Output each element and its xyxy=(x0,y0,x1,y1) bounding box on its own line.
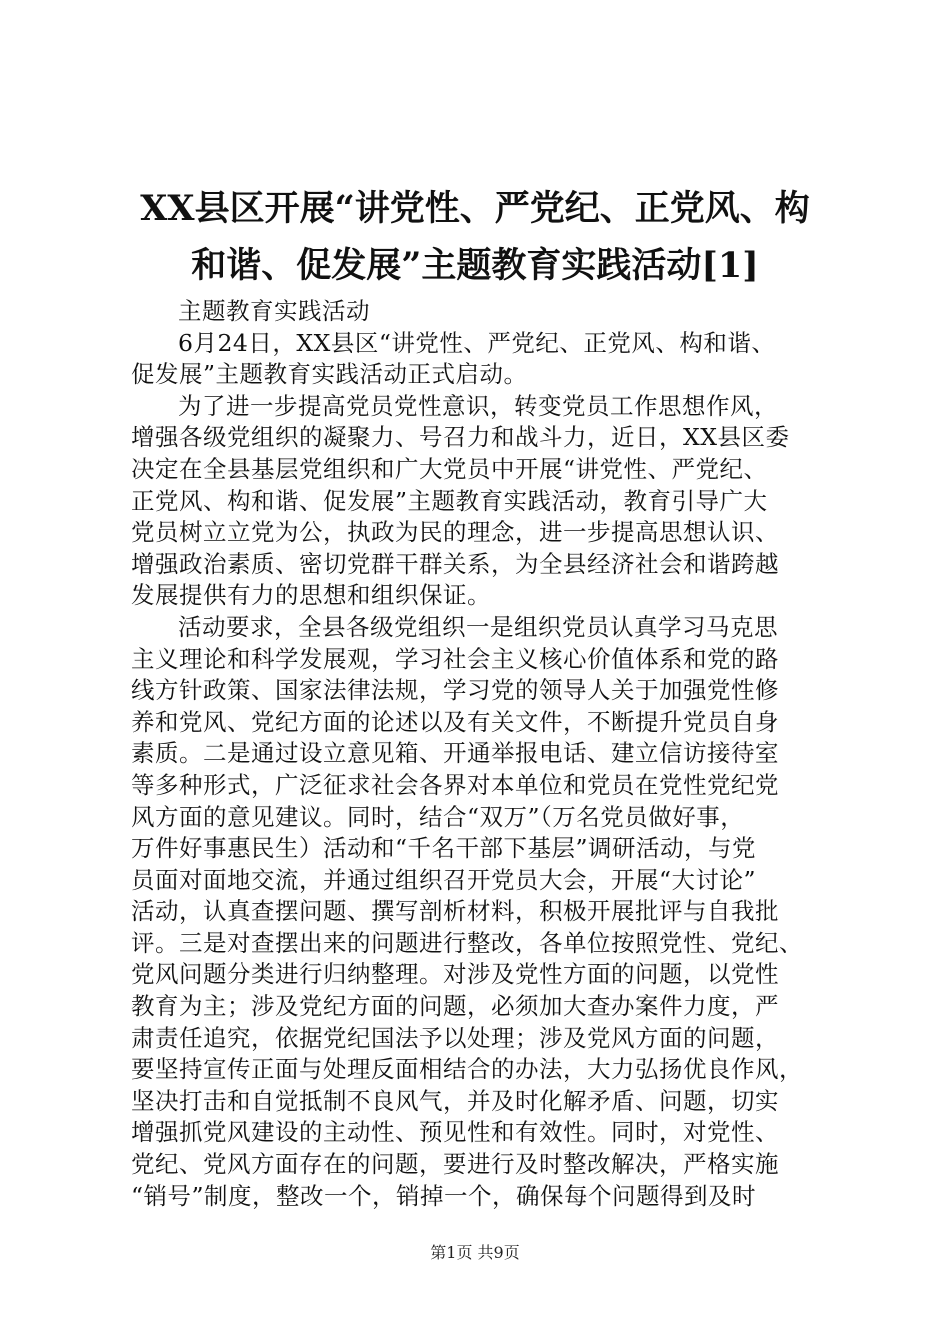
body-line: 等多种形式，广泛征求社会各界对本单位和党员在党性党纪党 xyxy=(131,770,779,799)
body-line: 正党风、构和谐、促发展”主题教育实践活动，教育引导广大 xyxy=(131,486,768,515)
body-line: 为了进一步提高党员党性意识，转变党员工作思想作风， xyxy=(178,391,778,420)
body-line: 教育为主；涉及党纪方面的问题，必须加大查办案件力度，严 xyxy=(131,992,779,1021)
body-line: 要坚持宣传正面与处理反面相结合的办法，大力弘扬优良作风， xyxy=(131,1055,803,1084)
body-line: 决定在全县基层党组织和广大党员中开展“讲党性、严党纪、 xyxy=(131,454,768,483)
body-line: 员面对面地交流，并通过组织召开党员大会，开展“大讨论” xyxy=(131,865,757,894)
body-line: “销号”制度，整改一个，销掉一个，确保每个问题得到及时 xyxy=(131,1181,757,1210)
body-line: 增强政治素质、密切党群干群关系，为全县经济社会和谐跨越 xyxy=(131,549,779,578)
body-line: 党风问题分类进行归纳整理。对涉及党性方面的问题，以党性 xyxy=(131,960,779,989)
body-line: 主义理论和科学发展观，学习社会主义核心价值体系和党的路 xyxy=(131,644,779,673)
body-line: 活动要求，全县各级党组织一是组织党员认真学习马克思 xyxy=(178,612,778,641)
body-line: 党员树立立党为公，执政为民的理念，进一步提高思想认识、 xyxy=(131,518,779,547)
body-line: 素质。二是通过设立意见箱、开通举报电话、建立信访接待室 xyxy=(131,739,779,768)
body-line: 坚决打击和自觉抵制不良风气，并及时化解矛盾、问题，切实 xyxy=(131,1086,779,1115)
body-line: 主题教育实践活动 xyxy=(178,297,370,325)
body-line: 6月24日，XX县区“讲党性、严党纪、正党风、构和谐、 xyxy=(178,328,776,357)
body-line: 促发展”主题教育实践活动正式启动。 xyxy=(131,360,528,389)
body-line: 万件好事惠民生）活动和“千名干部下基层”调研活动，与党 xyxy=(131,834,757,863)
body-line: 增强各级党组织的凝聚力、号召力和战斗力，近日，XX县区委 xyxy=(131,423,790,452)
document-body xyxy=(131,296,831,1212)
body-line: 党纪、党风方面存在的问题，要进行及时整改解决，严格实施 xyxy=(131,1150,779,1179)
title-line-1: XX县区开展“讲党性、严党纪、正党风、构 xyxy=(140,188,810,229)
body-line: 活动，认真查摆问题、撰写剖析材料，积极开展批评与自我批 xyxy=(131,897,779,926)
body-line: 评。三是对查摆出来的问题进行整改，各单位按照党性、党纪、 xyxy=(131,928,803,957)
title-line-2: 和谐、促发展”主题教育实践活动[1] xyxy=(191,245,759,286)
body-line: 增强抓党风建设的主动性、预见性和有效性。同时，对党性、 xyxy=(131,1118,779,1147)
body-line: 肃责任追究，依据党纪国法予以处理；涉及党风方面的问题， xyxy=(131,1023,779,1052)
document-title xyxy=(100,180,850,294)
body-line: 养和党风、党纪方面的论述以及有关文件，不断提升党员自身 xyxy=(131,707,779,736)
body-line: 发展提供有力的思想和组织保证。 xyxy=(131,581,491,610)
page-number-footer: 第1页 共9页 xyxy=(430,1243,520,1262)
body-line: 线方针政策、国家法律法规，学习党的领导人关于加强党性修 xyxy=(131,676,779,705)
body-line: 风方面的意见建议。同时，结合“双万”（万名党员做好事， xyxy=(131,802,745,831)
